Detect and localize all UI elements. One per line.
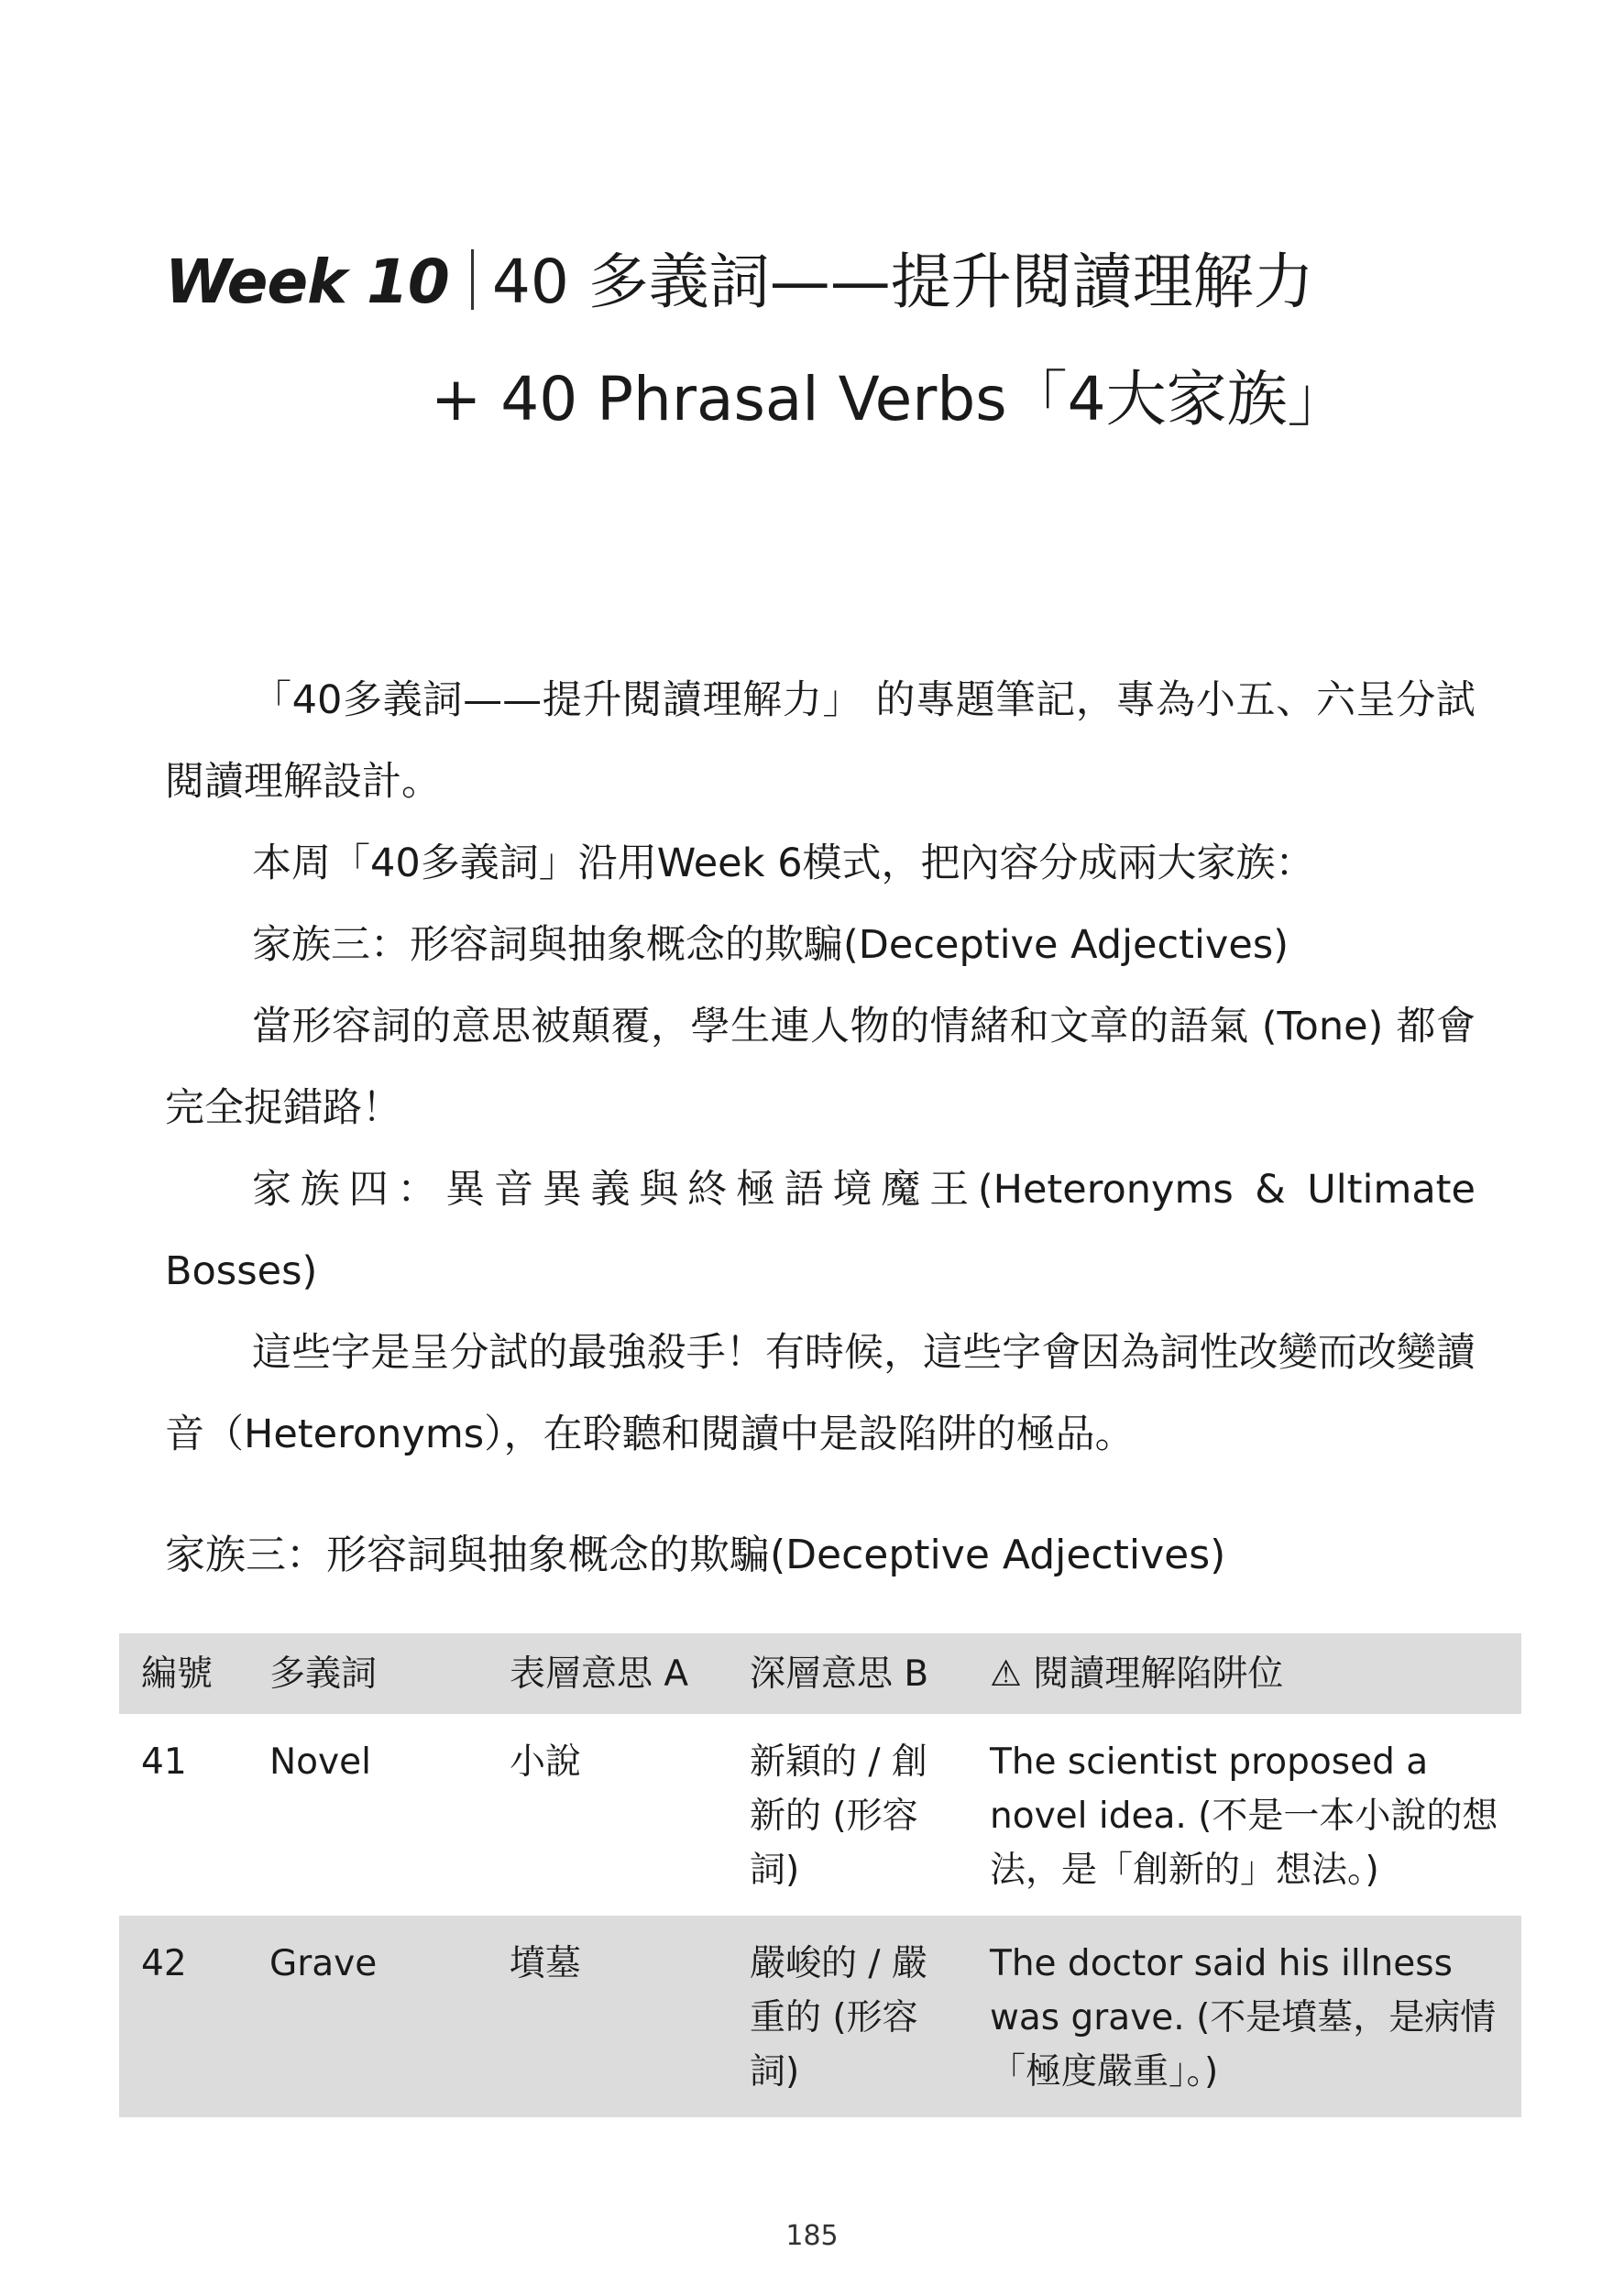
- table-row: [119, 1916, 1521, 2117]
- cell-trap: The doctor said his illness was grave. (不是墳墓，是病情「極度嚴重」。): [968, 1916, 1521, 2117]
- cell-word: Grave: [247, 1916, 488, 2117]
- title-week-label: Week 10: [165, 247, 449, 317]
- header-trap: ⚠ 閱讀理解陷阱位: [968, 1633, 1521, 1714]
- header-word: 多義詞: [247, 1633, 488, 1714]
- intro-paragraph: 本周「40多義詞」沿用Week 6模式，把內容分成兩大家族：: [252, 840, 1315, 886]
- cell-deep-meaning: 嚴峻的 / 嚴重的 (形容詞): [728, 1916, 968, 2117]
- cell-deep-meaning: 新穎的 / 創新的 (形容詞): [750, 1741, 927, 1891]
- cell-surface-meaning: 墳墓: [488, 1916, 728, 2117]
- header-number: 編號: [119, 1633, 247, 1714]
- title-line-1: [165, 246, 1314, 318]
- title-separator: [471, 249, 474, 310]
- intro-paragraph: 家族四：異音異義與終極語境魔王(Heteronyms & Ultimate Bosses): [165, 1167, 1476, 1294]
- intro-paragraph: 當形容詞的意思被顛覆，學生連人物的情緒和文章的語氣 (Tone) 都會完全捉錯路！: [165, 1004, 1476, 1131]
- title-line-2: + 40 Phrasal Verbs「4大家族」: [431, 364, 1348, 434]
- cell-number: 42: [119, 1916, 247, 2117]
- intro-text: [165, 660, 1476, 1476]
- section-heading: 家族三：形容詞與抽象概念的欺騙(Deceptive Adjectives): [165, 1532, 1226, 1578]
- cell-number: 41: [141, 1741, 187, 1783]
- cell-word: Novel: [269, 1741, 371, 1783]
- table-row: [119, 1714, 1521, 1916]
- intro-paragraph: 家族三：形容詞與抽象概念的欺騙(Deceptive Adjectives): [252, 922, 1289, 968]
- table-header-row: [119, 1633, 1521, 1714]
- cell-surface-meaning: 小說: [510, 1741, 582, 1783]
- header-deep-meaning: 深層意思 B: [728, 1633, 968, 1714]
- header-surface-meaning: 表層意思 A: [488, 1633, 728, 1714]
- title-topic: 40 多義詞——提升閱讀理解力: [491, 247, 1314, 317]
- intro-paragraph: 「40多義詞——提升閱讀理解力」 的專題筆記，專為小五、六呈分試閱讀理解設計。: [165, 677, 1476, 805]
- vocab-table: [119, 1633, 1521, 2117]
- page-number: 185: [785, 2220, 839, 2252]
- intro-paragraph: 這些字是呈分試的最強殺手！有時候，這些字會因為詞性改變而改變讀音（Heteronyms），在聆聽和閱讀中是設陷阱的極品。: [165, 1330, 1476, 1457]
- cell-trap: The scientist proposed a novel idea. (不是一本小說的想法，是「創新的」想法。): [990, 1741, 1498, 1891]
